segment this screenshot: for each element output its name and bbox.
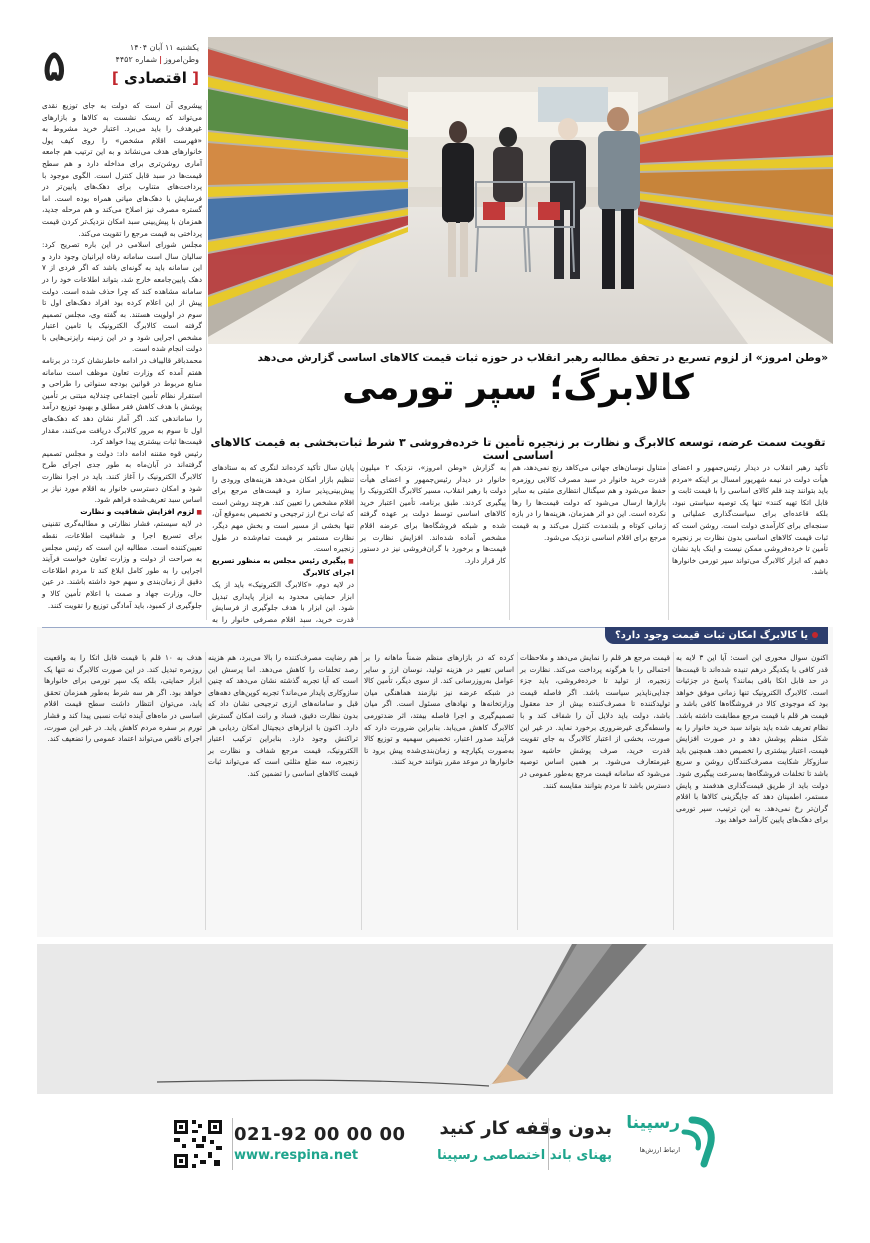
article-headline: کالابرگ؛ سپر تورمی — [342, 368, 694, 408]
ad-website-link[interactable]: www.respina.net — [234, 1148, 359, 1163]
ad-headline: بدون وقفه کار کنید — [439, 1118, 612, 1139]
section-band — [42, 627, 828, 646]
column-rule — [205, 652, 206, 930]
paper-issue-line: وطن‌امروز|شماره ۴۴۵۲ — [115, 55, 199, 64]
column-rule — [206, 100, 207, 620]
box-column-1-text: اکنون سوال محوری این است: آیا این ۳ لایه به قدر کافی با یکدیگر درهم تنیده شده‌اند تا قیمت‌ها در حد قابل اتکا باقی بمانند؟ پاسخ در جزئیات است. کالابرگ الکترونیک تنها زمانی موفق خواهد بود که موجودی کالا در فروشگاه‌ها کافی باشد و قیمت هر قلم با قیمت مرجع مطابقت داشته باشد. نظام تعریف شده باید بتواند سبد خرید خانوار را به شکل منظم پوشش دهد و در صورت افزایش قیمت، اعتبار بیشتری را تخصیص دهد. همچنین باید سازوکار شکایت مصرف‌کنندگان روشن و سریع باشد تا تخلفات فروشگاه‌ها به‌سرعت پیگیری شود. دولت باید از طریق قیمت‌گذاری هدفمند و پایش مستمر، اطمینان دهد که جایگزینی کالاها با اقلام گران‌تر رخ نمی‌دهد. به این ترتیب، سپر تورمی برای دهک‌های پایین کارآمد خواهد بود. — [676, 653, 828, 825]
left-column-para-3: محمدباقر قالیباف در ادامه خاطرنشان کرد: در برنامه هفتم آمده که وزارت تعاون موظف است سامانه منابع مربوط در قوانین بودجه سنواتی را طراحی و استقرار نظام تأمین اجتماعی چندلایه مبتنی بر تأمین پوشش با هدف کاهش فقر مطلق و بهبود توزیع درآمد را ساماندهی کند. اگر آمار نشان دهد که دهک‌های اول تا سوم به مرور کالابرگ دریافت می‌کنند، مقدار قیمت‌ها ثبات بیشتری پیدا خواهد کرد. — [42, 356, 202, 447]
left-column-para-1: پیشروی آن است که دولت به جای توزیع نقدی می‌تواند که ریسک نشست به کالاها و بازارهای غیرهدف را باید می‌برد. اعتبار خرید مشروط به «فهرست اقلام مشخص» را روی کیف پول خانوارهای هدف می‌نشاند و به این ترتیب هم جامعه آماری روشن‌تری برای مداخله دارد و هم سطح قیمت‌ها در سبد قابل کنترل است. الگوی موجود با پرداخت‌های متناوب برای دهک‌های پایین‌تر در فرسایش با دهک‌های میانی همراه بوده است. اما گستره مصرف نیز اصلاح می‌کند و هم مرحله جدید، همزمان با پیش‌بینی سبد امکان نزدیک‌تر کردن قیمت پرداختی به قیمت مرجع را تقویت می‌کند. — [42, 101, 202, 238]
main-column-4 — [212, 462, 354, 622]
section-label: [ اقتصادی ] — [111, 69, 199, 87]
main-column-4-subhead: ■ پیگیری رئیس مجلس به منظور تسریع اجرای کالابرگ — [212, 555, 354, 579]
article-subheadline: تقویت سمت عرضه، توسعه کالابرگ و نظارت بر زنجیره تأمین تا خرده‌فروشی ۳ شرط ثبات‌بخشی به قیمت کالاهای اساسی است — [210, 436, 826, 462]
article-kicker: «وطن امروز» از لزوم تسریع در تحقق مطالبه رهبر انقلاب در حوزه ثبات قیمت کالاهای اساسی گزارش می‌دهد — [257, 352, 828, 364]
column-rule — [361, 652, 362, 930]
supermarket-illustration — [208, 37, 833, 344]
box-column-5 — [44, 652, 202, 932]
box-column-3-text: کرده که در بازارهای منظم ضمناً ماهانه را بر اساس تغییر در هزینه تولید، نوسان ارز و سایر عوامل به‌روزرسانی کند. از سوی دیگر، تأمین کالا در شبکه عرضه نیز نیازمند هماهنگی میان وزارتخانه‌ها و نهادهای مسئول است. اگر میان تصمیم‌گیری و اجرا فاصله بیفتد، اثر ضدتورمی کالابرگ کاهش می‌یابد. بنابراین ضرورت دارد که فرآیند صدور اعتبار، تخصیص سهمیه و توزیع کالا به‌صورت یکپارچه و زمان‌بندی‌شده پیش برود تا خانوارها در موعد مقرر بتوانند خرید کنند. — [364, 653, 514, 767]
main-column-2 — [512, 462, 666, 622]
qr-code[interactable] — [172, 1118, 224, 1170]
section-tag — [605, 627, 828, 644]
ad-divider — [232, 1118, 233, 1170]
column-rule — [517, 652, 518, 930]
box-column-1 — [676, 652, 828, 932]
box-column-4 — [208, 652, 358, 932]
issue-number: شماره ۴۴۵۲ — [115, 55, 158, 64]
paper-name: وطن‌امروز — [164, 55, 199, 64]
left-column-para-4: رئیس قوه مقننه ادامه داد: دولت و مجلس تصمیم گرفته‌اند در آبان‌ماه به طور جدی اجرای طرح کالابرگ الکترونیک را آغاز کنند. باید در اجرا نظارت شود و امکان دسترسی خانوار به اقلام مورد نیاز بر اساس سبد تعریف‌شده فراهم شود. — [42, 448, 202, 505]
main-column-3 — [360, 462, 506, 622]
main-column-1-text: تأکید رهبر انقلاب در دیدار رئیس‌جمهور و اعضای هیأت دولت در نیمه شهریور امسال بر اینکه «مردم باید بتوانند چند قلم کالای اساسی را با قیمت ثابت و قابل اتکا تهیه کنند» تنها یک توصیه سیاستی نبود، بلکه قاعده‌ای برای سیاست‌گذاری عملیاتی و سنجه‌ای برای کارآمدی دولت است. روشن است که ثبات قیمت کالاهای اساسی بدون نظارت بر زنجیره تأمین تا خرده‌فروشی ممکن نیست و اینک باید نشان دهیم که ابزار کالابرگ می‌تواند سپر تورمی خانوارها باشد. — [672, 463, 828, 577]
ad-brand-name: رسپینا — [626, 1113, 680, 1133]
main-column-2-text: متناول نوسان‌های جهانی می‌کاهد رنج نمی‌دهد، هم قدرت خرید خانوار در سبد مصرف کالایی روزمره حفظ می‌شود و هم سیگنال انتظاری مثبتی به سایر بازارها ارسال می‌شود که دولت قیمت‌ها را رها نکرده است. این دو اثر همزمان، هزینه‌ها را در بازه زمانی کوتاه و بلندمدت کنترل می‌کند و به قیمت مرجع برای اقلام اساسی نزدیک می‌شود. — [512, 463, 666, 542]
box-column-2-text: قیمت مرجع هر قلم را نمایش می‌دهد و ملاحظات احتمالی را با هرگونه پرداخت می‌کند. نظارت بر زنجیره، از تولید تا خرده‌فروشی، باید جزء جدایی‌ناپذیر سیاست باشد. اگر فاصله قیمت تولیدکننده تا مصرف‌کننده بیش از حد معقول باشد، دولت باید دلایل آن را شفاف کند و با واسطه‌گری غیرضروری برخورد نماید. در غیر این صورت، بخشی از اعتبار کالابرگ به جای تقویت قدرت خرید، صرف پوشش حاشیه سود غیرمتعارف می‌شود. بر همین اساس توصیه می‌شود که سامانه قیمت مرجع به‌طور عمومی در دسترس باشد تا مردم بتوانند مقایسه کنند. — [520, 653, 670, 790]
masthead — [37, 37, 203, 95]
section-name: اقتصادی — [123, 69, 187, 87]
box-column-4-text: هم رضایت مصرف‌کننده را بالا می‌برد، هم هزینه رصد تخلفات را کاهش می‌دهد. اما پرسش این است که آیا تجربه گذشته نشان می‌دهد که چنین سازوکاری پایدار می‌ماند؟ تجربه کوپن‌های دهه‌های قبل و سامانه‌های ارزی ترجیحی نشان داد که بدون نظارت دقیق، فساد و رانت امکان گسترش دارد. اکنون با ابزارهای دیجیتال امکان ردیابی هر تراکنش وجود دارد. بنابراین ترکیب اعتبار الکترونیک، قیمت مرجع شفاف و نظارت بر زنجیره، سه ضلع مثلثی است که می‌تواند ثبات قیمت کالاهای اساسی را تضمین کند. — [208, 653, 358, 778]
left-column-para-5: در لایه سیستم، فشار نظارتی و مطالبه‌گری تقنینی برای تسریع اجرا و شفافیت اطلاعات، نقطه تعیین‌کننده است. مطالبه این است که رئیس مجلس به صراحت از دولت و وزارت تعاون خواست فرآیند اجرایی را به طور کامل ابلاغ کند تا مردم اطلاعات دقیق از زمان‌بندی و سهم خود داشته باشند. در عین حال، وزارت جهاد و صمت با اعلام تأمین کالا و جلوگیری از کمبود، باید آمادگی توزیع را تقویت کنند. — [42, 519, 202, 610]
column-rule — [668, 462, 669, 620]
column-rule — [673, 652, 674, 930]
main-column-3-text: به گزارش «وطن امروز»، نزدیک ۲ میلیون خانوار در دیدار رئیس‌جمهور و اعضای هیأت دولت با رهبر انقلاب، مسیر کالابرگ الکترونیک را پیگیری کردند. طبق برنامه، تأمین اعتبار خرید کالاهای اساسی توسط دولت بر عهده گرفته شده و شبکه فروشگاه‌ها برای عرضه اقلام مشخص آماده شده‌اند. افزایش نظارت بر قیمت‌ها و برخورد با گران‌فروشی نیز در دستور کار قرار دارد. — [360, 463, 506, 565]
column-rule — [357, 462, 358, 620]
qr-code-icon — [172, 1118, 224, 1170]
supermarket-photo — [208, 37, 833, 344]
main-column-4-text-2: در لایه دوم، «کالابرگ الکترونیک» باید از یک ابزار حمایتی محدود به ابزار پایداری تبدیل شود. این ابزار با هدف جلوگیری از فرسایش قدرت خرید، سبد اقلام مصرفی خانوار را به — [212, 579, 354, 624]
ad-divider — [548, 1118, 549, 1170]
main-column-1 — [672, 462, 828, 622]
ad-subline: پهنای باند اختصاصی رسپینا — [437, 1148, 612, 1163]
left-column-para-2: مجلس شورای اسلامی در این باره تصریح کرد: سالیان سال است سامانه رفاه ایرانیان وجود دارد و این سامانه باید به گونه‌ای باشد که اگر فردی از ۷ دهک پایین‌جامعه خارج شد، بتواند اطلاعات خود را در سامانه مشاهده کند که چرا حذف شده است. دولت پیش از این اعلام کرده بود افراد دهک‌های اول تا سوم در اولویت هستند. به گفته وی، مجلس تصمیم گرفته است کالابرگ الکترونیک با تامین اعتبار مشخص اجرایی شود و در این زمینه رایزنی‌هایی با دولت انجام شده است. — [42, 240, 202, 354]
column-rule — [509, 462, 510, 620]
page-number: ۵ — [43, 41, 66, 90]
section-tag-text: یا کالابرگ امکان ثبات قیمت وجود دارد؟ — [615, 630, 808, 641]
box-column-5-text: هدف به ۱۰ قلم با قیمت قابل اتکا را به واقعیت روزمره تبدیل کند. در این صورت کالابرگ نه تنها یک ابزار حمایتی، بلکه یک سپر تورمی برای خانوارها خواهد بود. اگر هر سه شرط به‌طور همزمان تحقق یابد، می‌توان انتظار داشت سطح قیمت اقلام اساسی در ماه‌های آینده ثبات نسبی پیدا کند و فشار تورم بر سفره مردم کاهش یابد. در غیر این صورت، اجرای ناقص می‌تواند اعتماد عمومی را تضعیف کند. — [44, 653, 202, 744]
left-column — [42, 100, 202, 620]
bullet-icon — [812, 632, 818, 638]
issue-date: یکشنبه ۱۱ آبان ۱۴۰۴ — [129, 43, 199, 52]
ad-phone[interactable]: 021-92 00 00 00 — [234, 1124, 406, 1145]
box-column-3 — [364, 652, 514, 932]
ad-brand-tagline: ارتباط ارزش‌ها — [639, 1146, 680, 1154]
left-column-subhead: ■ لزوم افزایش شفافیت و نظارت — [42, 506, 202, 519]
main-column-4-text: پایان سال تأکید کرده‌اند لنگری که به ستادهای تنظیم بازار امکان می‌دهد هزینه‌های ورودی را پیش‌بینی‌پذیر سازد و قیمت‌های مرجع برای اقلام مشخص را تعیین کند. هرچند روشن است که ثبات نرخ ارز ترجیحی و تخصیص به‌موقع آن، تنها بخشی از مسیر است و بخش مهم دیگر، نظارت مستمر بر قیمت تمام‌شده در طول زنجیره است. — [212, 463, 354, 554]
box-column-2 — [520, 652, 670, 932]
